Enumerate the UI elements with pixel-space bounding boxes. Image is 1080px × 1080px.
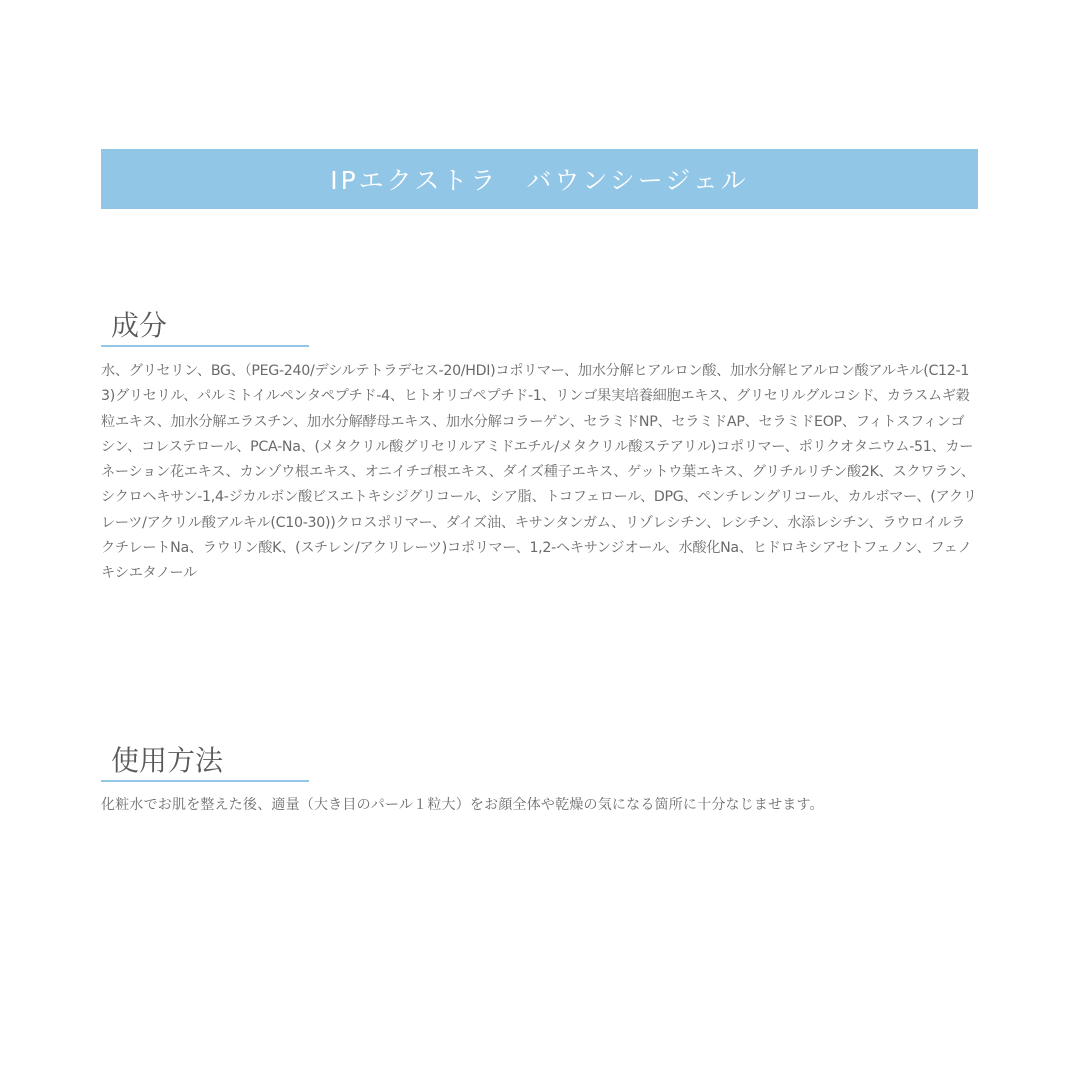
ingredients-section xyxy=(101,308,978,587)
usage-heading: 使用方法 xyxy=(101,743,309,782)
product-title: IPエクストラ バウンシージェル xyxy=(330,166,749,195)
usage-instructions: 化粧水でお肌を整えた後、適量（大き目のパール１粒大）をお顔全体や乾燥の気になる箇所に十分なじませます。 xyxy=(101,797,824,813)
ingredients-list: 水、グリセリン、BG、（PEG-240/デシルテトラデセス-20/HDI)コポリマー、加水分解ヒアルロン酸、加水分解ヒアルロン酸アルキル(C12-13)グリセリル、パルミトイルペンタペプチド-4、ヒトオリゴペプチド-1、リンゴ果実培養細胞エキス、グリセリルグルコシド、カラスムギ穀粒エキス、加水分解エラスチン、加水分解酵母エキス、加水分解コラーゲン、セラミドNP、セラミドAP、セラミドEOP、フィトスフィンゴシン、コレステロール、PCA-Na、(メタクリル酸グリセリルアミドエチル/メタクリル酸ステアリル)コポリマー、ポリクオタニウム-51、カーネーション花エキス、カンゾウ根エキス、オニイチゴ根エキス、ダイズ種子エキス、ゲットウ葉エキス、グリチルリチン酸2K、スクワラン、シクロヘキサン-1,4-ジカルボン酸ビスエトキシジグリコール、シア脂、トコフェロール、DPG、ペンチレングリコール、カルボマー、(アクリレーツ/アクリル酸アルキル(C10-30))クロスポリマー、ダイズ油、キサンタンガム、リゾレシチン、レシチン、水添レシチン、ラウロイルラクチレートNa、ラウリン酸K、(スチレン/アクリレーツ)コポリマー、1,2-ヘキサンジオール、水酸化Na、ヒドロキシアセトフェノン、フェノキシエタノール xyxy=(101,363,977,582)
usage-section xyxy=(101,743,978,817)
title-banner xyxy=(101,149,978,209)
ingredients-heading: 成分 xyxy=(101,308,309,347)
